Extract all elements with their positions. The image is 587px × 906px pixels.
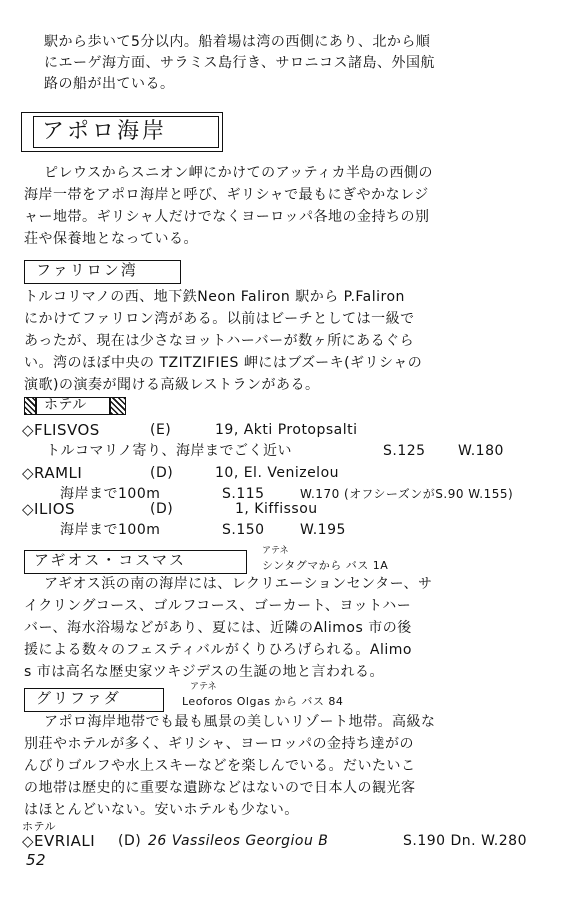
- glyfada-line: 別荘やホテルが多く、ギリシャ、ヨーロッパの金持ち達がの: [24, 736, 414, 752]
- hotel-heading-hatch: [110, 397, 126, 415]
- hotel-name: ◇ILIOS: [22, 500, 76, 518]
- hotel-price-single: S.115: [222, 486, 265, 502]
- hotel-heading-hatch: [24, 397, 36, 415]
- hotel-grade: (D): [150, 465, 174, 481]
- hotel-grade: (D): [118, 833, 142, 849]
- glyfada-heading: グリファダ: [36, 689, 121, 707]
- apollo-line: ピレウスからスニオン岬にかけてのアッティカ半島の西側の: [44, 165, 433, 181]
- hotel-price-double: W.180: [458, 443, 504, 459]
- glyfada-line: はほとんどいない。安いホテルも少ない。: [24, 802, 299, 818]
- faliron-line: トルコリマノの西、地下鉄Neon Faliron 駅から P.Faliron: [24, 289, 405, 305]
- hotel-address: 10, El. Venizelou: [215, 465, 340, 481]
- agios-bus-route: シンタグマから バス 1A: [262, 559, 389, 572]
- faliron-line: にかけてファリロン湾がある。以前はビーチとしては一級で: [24, 311, 415, 327]
- glyfada-line: アポロ海岸地帯でも最も風景の美しいリゾート地帯。高級な: [44, 714, 436, 730]
- hotel-address: 19, Akti Protopsalti: [215, 422, 358, 438]
- hotel-price-single: S.125: [383, 443, 426, 459]
- hotel-address: 26 Vassileos Georgiou B: [148, 833, 329, 849]
- agios-heading: アギオス・コスマス: [34, 551, 186, 569]
- glyfada-line: の地帯は歴史的に重要な遺跡などはないので日本人の観光客: [24, 780, 416, 796]
- apollo-line: 海岸一帯をアポロ海岸と呼び、ギリシャで最もにぎやかなレジ: [24, 187, 429, 203]
- glyfada-sub-small: アテネ: [190, 682, 217, 692]
- hotel-price: S.190 Dn. W.280: [403, 833, 527, 849]
- hotel-name: ◇EVRIALI: [22, 832, 96, 850]
- hotel-name: ◇RAMLI: [22, 464, 83, 482]
- hotel-note: 海岸まで100m: [60, 486, 161, 502]
- apollo-line: ャー地帯。ギリシャ人だけでなくヨーロッパ各地の金持ちの別: [24, 209, 430, 225]
- hotel-heading: ホテル: [44, 397, 87, 413]
- agios-line: s 市は高名な歴史家ツキジデスの生誕の地と言われる。: [24, 664, 385, 680]
- agios-line: イクリングコース、ゴルフコース、ゴーカート、ヨットハー: [24, 598, 412, 614]
- apollo-heading: アポロ海岸: [42, 119, 168, 144]
- agios-sub-small: アテネ: [262, 546, 289, 556]
- apollo-line: 荘や保養地となっている。: [24, 231, 198, 247]
- agios-line: 援による数々のフェスティバルがくりひろげられる。Alimo: [24, 642, 412, 658]
- agios-line: アギオス浜の南の海岸には、レクリエーションセンター、サ: [44, 576, 433, 592]
- agios-line: バー、海水浴場などがあり、夏には、近隣のAlimos 市の後: [24, 620, 412, 636]
- faliron-line: あったが、現在は少さなヨットハーバーが数ヶ所にあるぐら: [24, 333, 415, 349]
- hotel-price-double: W.195: [300, 522, 346, 538]
- hotel-grade: (E): [150, 422, 172, 438]
- intro-line: 駅から歩いて5分以内。船着場は湾の西側にあり、北から順: [44, 34, 431, 50]
- glyfada-hotel-label: ホテル: [22, 820, 56, 833]
- page-number: 52: [26, 851, 47, 869]
- hotel-grade: (D): [150, 501, 174, 517]
- glyfada-bus-route: Leoforos Olgas から バス 84: [182, 695, 344, 708]
- faliron-heading: ファリロン湾: [36, 261, 138, 279]
- hotel-address: 1, Kiffissou: [235, 501, 318, 517]
- faliron-line: 演歌)の演奏が聞ける高級レストランがある。: [24, 377, 320, 393]
- intro-line: 路の船が出ている。: [44, 76, 175, 92]
- glyfada-line: んびりゴルフや水上スキーなどを楽しんでいる。だいたいこ: [24, 758, 416, 774]
- hotel-note: 海岸まで100m: [60, 522, 161, 538]
- hotel-name: ◇FLISVOS: [22, 421, 100, 439]
- hotel-price-double: W.170 (オフシーズンがS.90 W.155): [300, 487, 514, 501]
- faliron-line: い。湾のほぼ中央の TZITZIFIES 岬にはブズーキ(ギリシャの: [24, 355, 423, 371]
- hotel-note: トルコマリノ寄り、海岸までごく近い: [46, 443, 292, 459]
- hotel-price-single: S.150: [222, 522, 265, 538]
- intro-line: にエーゲ海方面、サラミス島行き、サロニコス諸島、外国航: [44, 55, 435, 71]
